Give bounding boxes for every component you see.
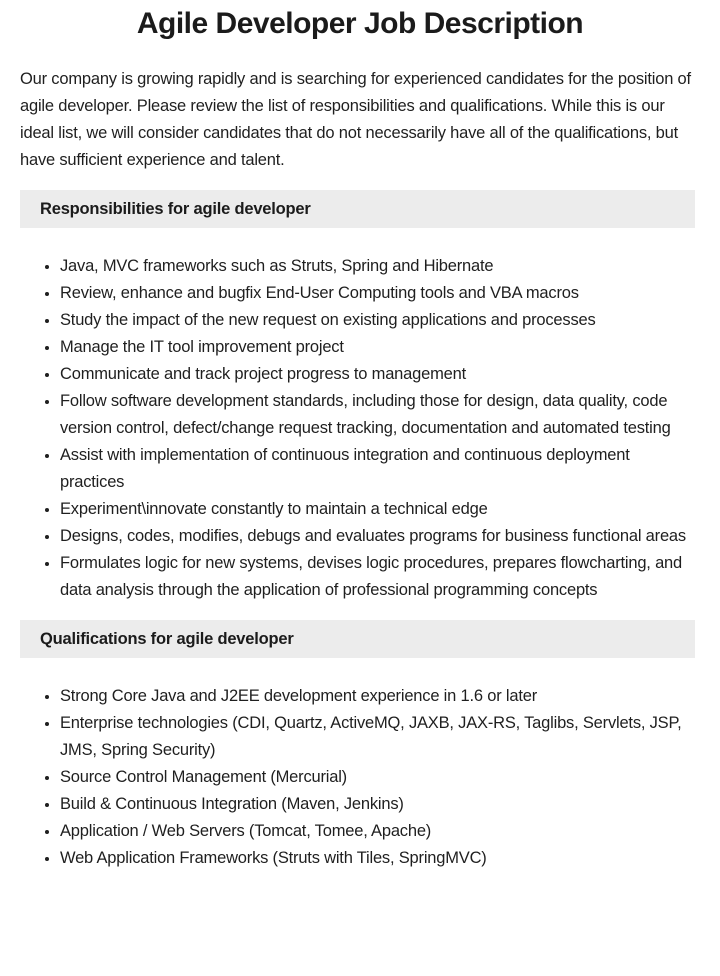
qualifications-list: [0, 683, 695, 872]
list-item: • Web Application Frameworks (Struts with Tiles, SpringMVC): [60, 845, 695, 872]
list-item: • Follow software development standards, including those for design, data quality, code version control, defect/change request tracking, documentation and automated testing: [60, 388, 695, 442]
list-item: • Enterprise technologies (CDI, Quartz, ActiveMQ, JAXB, JAX-RS, Taglibs, Servlets, JSP, JMS, Spring Security): [60, 710, 695, 764]
list-item: • Build & Continuous Integration (Maven, Jenkins): [60, 791, 695, 818]
list-item: • Designs, codes, modifies, debugs and evaluates programs for business functional areas: [60, 523, 695, 550]
list-item: • Communicate and track project progress to management: [60, 361, 695, 388]
intro-paragraph: Our company is growing rapidly and is searching for experienced candidates for the position of agile developer. Please review the list of responsibilities and qualifications. While this is our ideal list, we will consider candidates that do not necessarily have all of the qualifications, but have sufficient experience and talent.: [20, 70, 691, 169]
section-heading-qualifications: Qualifications for agile developer: [20, 620, 695, 658]
list-item: • Assist with implementation of continuous integration and continuous deployment practices: [60, 442, 695, 496]
responsibilities-list: [0, 253, 695, 604]
list-item: • Formulates logic for new systems, devises logic procedures, prepares flowcharting, and data analysis through the application of professional programming concepts: [60, 550, 695, 604]
page-title: Agile Developer Job Description: [136, 7, 584, 40]
list-item: • Study the impact of the new request on existing applications and processes: [60, 307, 695, 334]
list-item: • Strong Core Java and J2EE development experience in 1.6 or later: [60, 683, 695, 710]
list-item: • Source Control Management (Mercurial): [60, 764, 695, 791]
list-item: • Review, enhance and bugfix End-User Computing tools and VBA macros: [60, 280, 695, 307]
section-heading-responsibilities: Responsibilities for agile developer: [20, 190, 695, 228]
list-item: • Application / Web Servers (Tomcat, Tomee, Apache): [60, 818, 695, 845]
list-item: • Manage the IT tool improvement project: [60, 334, 695, 361]
list-item: • Experiment\innovate constantly to maintain a technical edge: [60, 496, 695, 523]
list-item: • Java, MVC frameworks such as Struts, Spring and Hibernate: [60, 253, 695, 280]
